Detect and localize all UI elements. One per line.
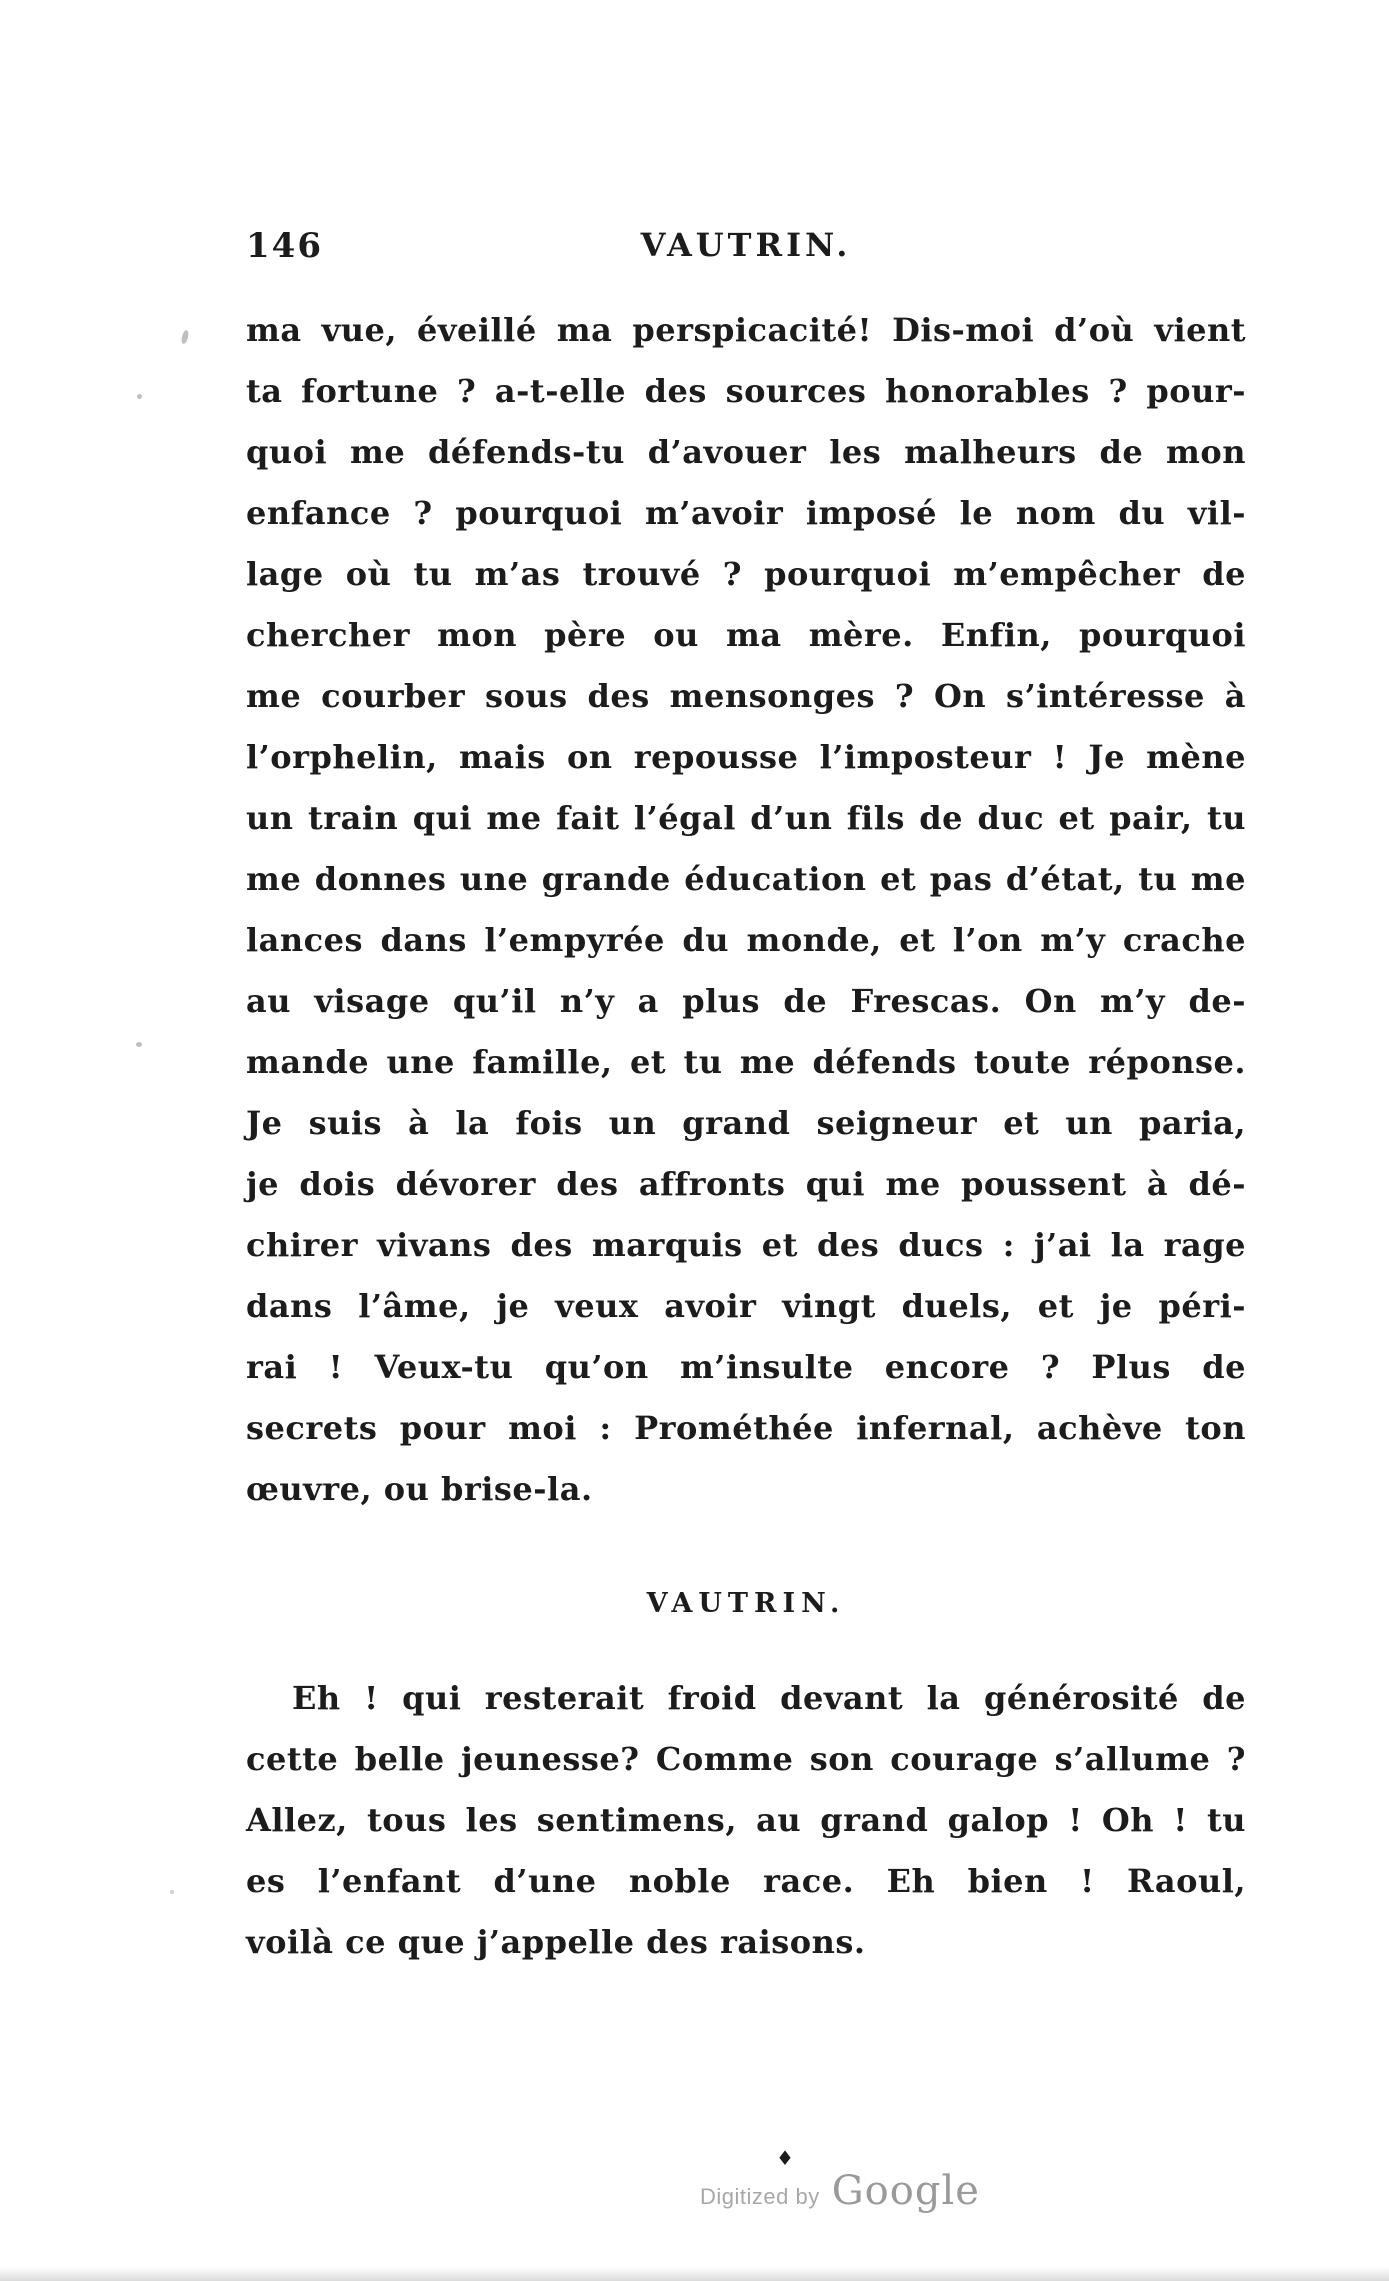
scan-artifact [137, 394, 142, 399]
scan-artifact [170, 1890, 174, 1894]
paragraph-reply [246, 1668, 1246, 1973]
scan-artifact [180, 329, 189, 344]
running-title: VAUTRIN. [640, 226, 852, 264]
text-line: un train qui me fait l’égal d’un fils de duc et pair, tu [246, 799, 1246, 837]
text-line: Je suis à la fois un grand seigneur et un paria, [246, 1104, 1246, 1142]
text-line: œuvre, ou brise-la. [246, 1470, 593, 1508]
text-line: l’orphelin, mais on repousse l’imposteur ! Je mène [246, 738, 1246, 776]
text-line: je dois dévorer des affronts qui me poussent à dé- [246, 1165, 1246, 1203]
page-number: 146 [246, 226, 323, 266]
text-line: es l’enfant d’une noble race. Eh bien ! Raoul, [246, 1862, 1246, 1900]
ornament-icon: ♦ [776, 2146, 794, 2170]
text-line: chirer vivans des marquis et des ducs : j’ai la rage [246, 1226, 1246, 1264]
text-line: enfance ? pourquoi m’avoir imposé le nom du vil- [246, 494, 1246, 532]
page-header [246, 226, 1246, 276]
text-line: me donnes une grande éducation et pas d’état, tu me [246, 860, 1246, 898]
text-line: chercher mon père ou ma mère. Enfin, pourquoi [246, 616, 1246, 654]
speaker-heading: VAUTRIN. [646, 1588, 846, 1619]
google-logo: Google [831, 2168, 980, 2214]
text-line: cette belle jeunesse? Comme son courage s’allume ? [246, 1740, 1246, 1778]
text-line: au visage qu’il n’y a plus de Frescas. On m’y de- [246, 982, 1246, 1020]
text-line: ta fortune ? a-t-elle des sources honorables ? pour- [246, 372, 1246, 410]
text-line: Eh ! qui resterait froid devant la générosité de [292, 1679, 1246, 1717]
footer [700, 2146, 980, 2214]
text-line: quoi me défends-tu d’avouer les malheurs de mon [246, 433, 1246, 471]
text-line: rai ! Veux-tu qu’on m’insulte encore ? Plus de [246, 1348, 1246, 1386]
scan-artifact [136, 1042, 142, 1047]
text-line: lage où tu m’as trouvé ? pourquoi m’empêcher de [246, 555, 1246, 593]
text-line: ma vue, éveillé ma perspicacité! Dis-moi d’où vient [246, 311, 1246, 349]
text-line: lances dans l’empyrée du monde, et l’on m’y crache [246, 921, 1246, 959]
digitized-by-label: Digitized by [700, 2184, 820, 2209]
text-line: voilà ce que j’appelle des raisons. [246, 1923, 866, 1961]
text-line: mande une famille, et tu me défends toute réponse. [246, 1043, 1246, 1081]
paragraph-monologue [246, 300, 1246, 1520]
text-line: me courber sous des mensonges ? On s’intéresse à [246, 677, 1246, 715]
text-line: secrets pour moi : Prométhée infernal, achève ton [246, 1409, 1246, 1447]
text-line: dans l’âme, je veux avoir vingt duels, et je péri- [246, 1287, 1246, 1325]
text-line: Allez, tous les sentimens, au grand galop ! Oh ! tu [246, 1801, 1246, 1839]
